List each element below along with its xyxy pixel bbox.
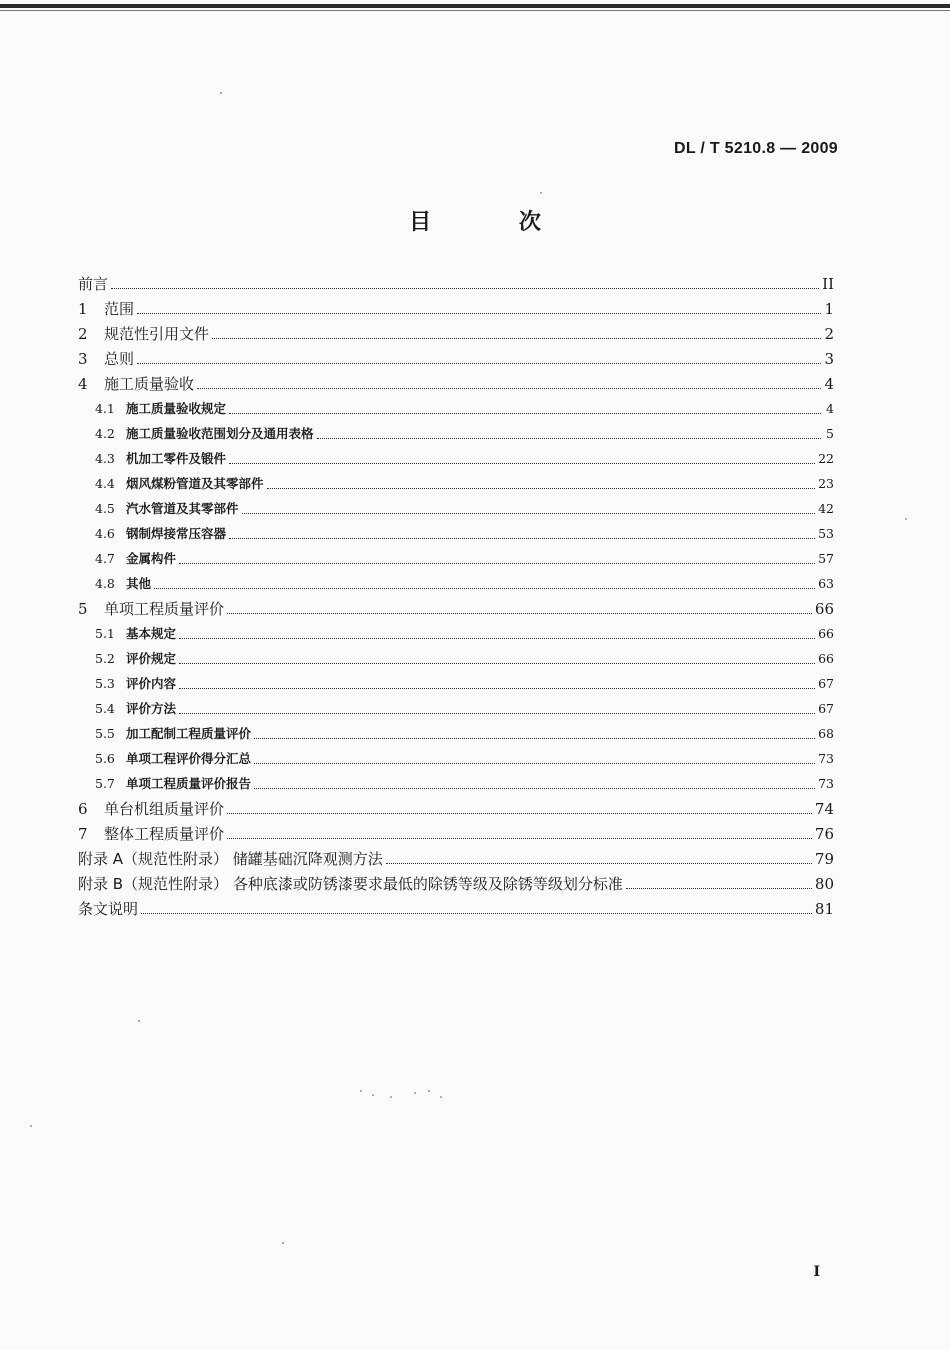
toc-entry-label: 钢制焊接常压容器 xyxy=(126,526,227,541)
toc-entry-label: 加工配制工程质量评价 xyxy=(126,726,252,741)
toc-entry-page: 81 xyxy=(814,900,834,918)
toc-entry-page: 68 xyxy=(818,726,834,741)
toc-leader-dots xyxy=(227,813,812,814)
toc-entry-number: 5.7 xyxy=(95,776,115,791)
toc-entry xyxy=(78,593,834,618)
document-code: DL / T 5210.8 — 2009 xyxy=(673,140,838,157)
toc-entry xyxy=(78,293,834,318)
toc-entry-label: 范围 xyxy=(104,300,135,318)
toc-entry-number: 3 xyxy=(78,350,88,368)
toc-leader-dots xyxy=(227,838,812,839)
toc-entry-label: 单台机组质量评价 xyxy=(104,800,225,818)
toc-entry xyxy=(78,893,834,918)
toc-entry-number: 5 xyxy=(78,600,88,618)
toc-entry-page: 1 xyxy=(824,300,834,318)
toc-leader-dots xyxy=(229,538,815,539)
scan-speck xyxy=(414,1092,416,1094)
toc-leader-dots xyxy=(212,338,821,339)
toc-entry xyxy=(78,618,834,643)
toc-entry xyxy=(78,568,834,593)
toc-entry-label: 附录 B（规范性附录） 各种底漆或防锈漆要求最低的除锈等级及除锈等级划分标准 xyxy=(78,875,623,893)
scan-speck xyxy=(138,1020,140,1022)
scan-speck xyxy=(30,1125,32,1127)
toc-entry-label: 金属构件 xyxy=(126,551,177,566)
toc-entry-page: 73 xyxy=(818,751,834,766)
toc-entry-label: 机加工零件及锻件 xyxy=(126,451,227,466)
toc-entry-label: 附录 A（规范性附录） 储罐基础沉降观测方法 xyxy=(78,850,383,868)
toc-entry xyxy=(78,718,834,743)
toc-entry-number: 4.8 xyxy=(95,576,115,591)
toc-entry-page: 4 xyxy=(824,375,834,393)
toc-leader-dots xyxy=(386,863,812,864)
toc-entry-label: 单项工程质量评价 xyxy=(104,600,225,618)
scan-speck xyxy=(282,1242,284,1244)
toc-entry-number: 4.1 xyxy=(95,401,115,416)
toc-entry-number: 4.6 xyxy=(95,526,115,541)
top-border-thin-rule xyxy=(0,10,950,11)
toc-entry-number: 5.1 xyxy=(95,626,115,641)
toc-leader-dots xyxy=(317,438,821,439)
toc-entry xyxy=(78,343,834,368)
toc-entry xyxy=(78,643,834,668)
toc-leader-dots xyxy=(137,313,821,314)
table-of-contents xyxy=(78,268,834,918)
toc-entry-page: 22 xyxy=(818,451,834,466)
toc-entry-number: 4.7 xyxy=(95,551,115,566)
toc-leader-dots xyxy=(254,763,815,764)
page-number: I xyxy=(813,1264,820,1280)
toc-entry-number: 4.4 xyxy=(95,476,115,491)
toc-entry-label: 汽水管道及其零部件 xyxy=(126,501,239,516)
toc-entry-number: 5.3 xyxy=(95,676,115,691)
toc-entry-number: 4.2 xyxy=(95,426,115,441)
toc-entry-page: 5 xyxy=(826,426,834,441)
scan-speck xyxy=(360,1090,362,1092)
toc-leader-dots xyxy=(137,363,821,364)
toc-entry xyxy=(78,268,834,293)
toc-leader-dots xyxy=(242,513,816,514)
toc-leader-dots xyxy=(229,463,815,464)
toc-leader-dots xyxy=(141,913,812,914)
toc-entry-label: 评价内容 xyxy=(126,676,177,691)
toc-entry-number: 2 xyxy=(78,325,88,343)
toc-entry-number: 4.3 xyxy=(95,451,115,466)
scan-speck xyxy=(440,1096,442,1098)
toc-entry xyxy=(78,518,834,543)
toc-entry-label: 前言 xyxy=(78,275,109,293)
toc-entry xyxy=(78,818,834,843)
toc-entry-number: 5.4 xyxy=(95,701,115,716)
toc-leader-dots xyxy=(179,713,815,714)
toc-leader-dots xyxy=(267,488,816,489)
toc-entry-page: 53 xyxy=(818,526,834,541)
toc-entry-page: 76 xyxy=(814,825,834,843)
scan-speck xyxy=(372,1094,374,1096)
toc-entry-number: 4.5 xyxy=(95,501,115,516)
toc-entry-label: 单项工程评价得分汇总 xyxy=(126,751,252,766)
toc-leader-dots xyxy=(254,738,815,739)
scan-speck xyxy=(220,92,222,94)
toc-entry-label: 其他 xyxy=(126,576,152,591)
scan-speck xyxy=(540,192,542,194)
toc-entry-label: 单项工程质量评价报告 xyxy=(126,776,252,791)
toc-leader-dots xyxy=(626,888,812,889)
toc-entry-label: 整体工程质量评价 xyxy=(104,825,225,843)
top-border-rule xyxy=(0,4,950,8)
toc-entry-number: 5.2 xyxy=(95,651,115,666)
toc-entry-page: 3 xyxy=(824,350,834,368)
toc-entry xyxy=(78,393,834,418)
toc-entry-number: 5.6 xyxy=(95,751,115,766)
toc-entry xyxy=(78,668,834,693)
toc-entry-number: 7 xyxy=(78,825,88,843)
page-title: 目 次 xyxy=(409,210,581,235)
scan-speck xyxy=(428,1090,430,1092)
toc-entry-page: 23 xyxy=(818,476,834,491)
toc-entry xyxy=(78,543,834,568)
toc-leader-dots xyxy=(229,413,821,414)
toc-entry-page: 67 xyxy=(818,701,834,716)
toc-entry-label: 评价规定 xyxy=(126,651,177,666)
toc-entry-page: 66 xyxy=(814,600,834,618)
scan-speck xyxy=(390,1096,392,1098)
toc-leader-dots xyxy=(154,588,815,589)
toc-entry xyxy=(78,793,834,818)
toc-entry xyxy=(78,768,834,793)
toc-leader-dots xyxy=(179,663,815,664)
toc-entry xyxy=(78,318,834,343)
toc-entry-label: 评价方法 xyxy=(126,701,177,716)
toc-entry-label: 施工质量验收规定 xyxy=(126,401,227,416)
toc-leader-dots xyxy=(179,688,815,689)
toc-leader-dots xyxy=(179,638,815,639)
toc-entry xyxy=(78,468,834,493)
toc-entry xyxy=(78,493,834,518)
toc-entry-page: 74 xyxy=(814,800,834,818)
toc-entry-label: 总则 xyxy=(104,350,135,368)
toc-entry-number: 1 xyxy=(78,300,88,318)
toc-entry-number: 5.5 xyxy=(95,726,115,741)
toc-entry-page: 80 xyxy=(814,875,834,893)
toc-entry-page: II xyxy=(822,275,834,293)
toc-entry-page: 73 xyxy=(818,776,834,791)
toc-entry-page: 57 xyxy=(818,551,834,566)
toc-entry xyxy=(78,868,834,893)
toc-entry xyxy=(78,443,834,468)
toc-entry xyxy=(78,743,834,768)
toc-entry-page: 63 xyxy=(818,576,834,591)
toc-entry xyxy=(78,368,834,393)
toc-entry-page: 42 xyxy=(818,501,834,516)
toc-leader-dots xyxy=(227,613,812,614)
toc-entry xyxy=(78,843,834,868)
toc-leader-dots xyxy=(197,388,821,389)
scan-speck xyxy=(905,518,907,520)
toc-entry-label: 烟风煤粉管道及其零部件 xyxy=(126,476,264,491)
toc-entry xyxy=(78,418,834,443)
toc-entry-page: 66 xyxy=(818,626,834,641)
toc-entry-label: 规范性引用文件 xyxy=(104,325,210,343)
toc-leader-dots xyxy=(254,788,815,789)
toc-leader-dots xyxy=(179,563,815,564)
toc-entry-label: 施工质量验收范围划分及通用表格 xyxy=(126,426,314,441)
toc-leader-dots xyxy=(111,288,819,289)
toc-entry-label: 条文说明 xyxy=(78,900,139,918)
toc-entry-page: 67 xyxy=(818,676,834,691)
toc-entry-page: 2 xyxy=(824,325,834,343)
toc-entry-label: 施工质量验收 xyxy=(104,375,195,393)
toc-entry-number: 4 xyxy=(78,375,88,393)
toc-entry-page: 79 xyxy=(814,850,834,868)
toc-entry-label: 基本规定 xyxy=(126,626,177,641)
toc-entry xyxy=(78,693,834,718)
toc-entry-number: 6 xyxy=(78,800,88,818)
toc-entry-page: 4 xyxy=(826,401,834,416)
toc-entry-page: 66 xyxy=(818,651,834,666)
